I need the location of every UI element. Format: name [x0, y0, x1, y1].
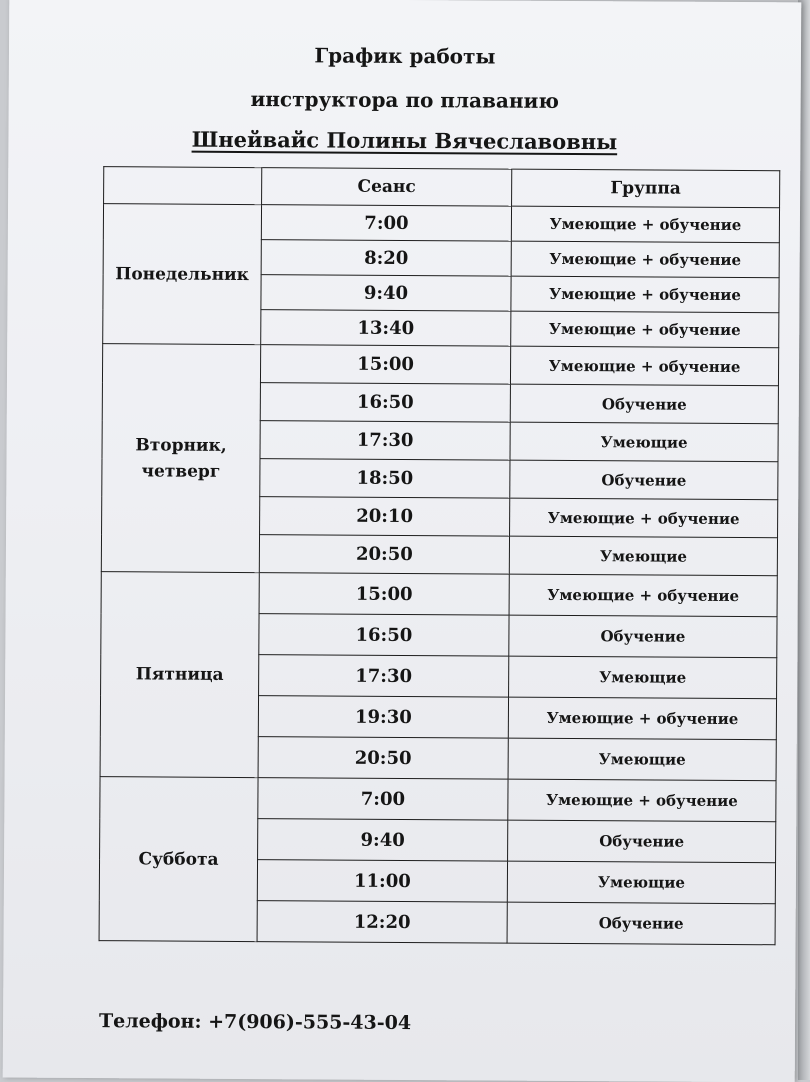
page-subtitle: инструктора по плаванию: [250, 87, 559, 113]
day-saturday: Суббота: [99, 777, 258, 942]
session-time: 17:30: [259, 655, 509, 698]
session-time: 9:40: [261, 275, 511, 312]
session-group: Умеющие + обучение: [508, 697, 776, 740]
page-title: График работы: [314, 43, 496, 69]
session-group: Умеющие + обучение: [510, 346, 778, 386]
session-group: Обучение: [508, 820, 776, 863]
session-group: Обучение: [510, 384, 778, 424]
instructor-name: Шнейвайс Полины Вячеславовны: [191, 126, 618, 155]
session-time: 13:40: [261, 310, 511, 347]
group-column-header: Группа: [512, 169, 780, 208]
table-row: [102, 344, 778, 386]
session-group: Умеющие + обучение: [511, 276, 779, 313]
session-group: Умеющие + обучение: [511, 206, 779, 243]
day-monday: Понедельник: [103, 204, 262, 345]
session-group: Обучение: [507, 902, 775, 945]
table-row: [103, 204, 779, 243]
session-time: 16:50: [259, 614, 509, 657]
table-header-row: [104, 167, 780, 208]
session-group: Умеющие: [508, 738, 776, 781]
session-group: Обучение: [509, 615, 777, 658]
session-group: Умеющие + обучение: [508, 779, 776, 822]
session-group: Умеющие + обучение: [511, 241, 779, 278]
session-time: 12:20: [257, 901, 507, 944]
session-group: Умеющие: [509, 536, 777, 576]
session-time: 20:50: [258, 737, 508, 780]
session-group: Умеющие + обучение: [510, 498, 778, 538]
day-column-header: [104, 167, 262, 205]
day-friday: Пятница: [100, 572, 259, 778]
session-time: 18:50: [260, 459, 510, 499]
day-tuesday-thursday: [101, 344, 260, 573]
session-column-header: Сеанс: [262, 168, 512, 207]
table-row: [100, 777, 776, 822]
session-group: Обучение: [510, 460, 778, 500]
session-time: 8:20: [261, 240, 511, 277]
phone-number: Телефон: +7(906)-555-43-04: [98, 1010, 412, 1035]
day-label-line2: четверг: [141, 460, 221, 482]
day-label-line1: Вторник,: [135, 434, 227, 456]
session-time: 15:00: [260, 345, 510, 385]
session-group: Умеющие: [507, 861, 775, 904]
schedule-table: [99, 166, 781, 945]
session-time: 20:10: [260, 497, 510, 537]
schedule-sheet: [3, 0, 802, 1082]
session-group: Умеющие: [510, 422, 778, 462]
session-time: 7:00: [258, 778, 508, 821]
session-time: 11:00: [257, 860, 507, 903]
session-time: 16:50: [260, 383, 510, 423]
session-time: 7:00: [261, 205, 511, 242]
session-group: Умеющие: [509, 656, 777, 699]
session-time: 17:30: [260, 421, 510, 461]
session-time: 20:50: [259, 535, 509, 575]
session-time: 15:00: [259, 573, 509, 616]
session-time: 19:30: [258, 696, 508, 739]
session-group: Умеющие + обучение: [509, 574, 777, 617]
session-group: Умеющие + обучение: [511, 311, 779, 348]
table-row: [101, 572, 777, 617]
session-time: 9:40: [258, 819, 508, 862]
